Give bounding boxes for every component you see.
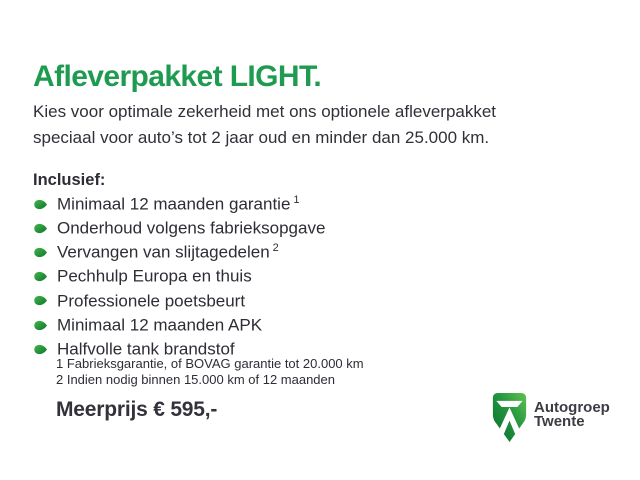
leaf-bullet-icon	[33, 223, 48, 234]
page-title: Afleverpakket LIGHT.	[33, 60, 322, 93]
included-list	[33, 192, 328, 361]
list-item-label: Onderhoud volgens fabrieksopgave	[57, 218, 326, 238]
footnote-marker: 1	[293, 193, 300, 206]
list-item-label: Professionele poetsbeurt	[57, 291, 246, 311]
subtitle-line-1: Kies voor optimale zekerheid met ons optionele afleverpakket	[33, 102, 497, 121]
list-item	[33, 192, 328, 216]
leaf-bullet-icon	[33, 271, 48, 282]
list-item	[33, 240, 328, 264]
list-item-label: Minimaal 12 maanden garantie $^1$	[57, 193, 300, 214]
footnote-2: 2 Indien nodig binnen 15.000 km of 12 maanden	[56, 371, 335, 387]
list-item	[33, 216, 328, 240]
list-item	[33, 313, 328, 337]
footnote-marker: 2	[272, 242, 279, 255]
list-item-label: Halfvolle tank brandstof	[57, 339, 235, 359]
leaf-bullet-icon	[33, 320, 48, 331]
price-label: Meerprijs € 595,-	[56, 398, 218, 421]
list-item-label: Minimaal 12 maanden APK	[57, 315, 263, 335]
leaf-bullet-icon	[33, 247, 48, 258]
shield-a-icon	[492, 392, 527, 443]
list-item	[33, 289, 328, 313]
leaf-bullet-icon	[33, 295, 48, 306]
footnote-1: 1 Fabrieksgarantie, of BOVAG garantie tot 20.000 km	[56, 356, 364, 371]
logo-name-line-1: Autogroep	[534, 399, 610, 416]
logo-wordmark	[534, 401, 610, 429]
list-item-label: Pechhulp Europa en thuis	[57, 266, 252, 286]
list-item-label: Vervangen van slijtagedelen $^2$	[57, 242, 279, 262]
leaf-bullet-icon	[33, 199, 48, 210]
list-heading: Inclusief:	[33, 171, 106, 189]
footnotes	[56, 356, 364, 387]
page-subtitle	[33, 99, 496, 151]
list-item	[33, 265, 328, 289]
leaf-bullet-icon	[33, 344, 48, 355]
subtitle-line-2: speciaal voor auto’s tot 2 jaar oud en minder dan 25.000 km.	[33, 128, 490, 147]
company-logo	[492, 392, 610, 443]
logo-name-line-2: Twente	[534, 413, 585, 430]
